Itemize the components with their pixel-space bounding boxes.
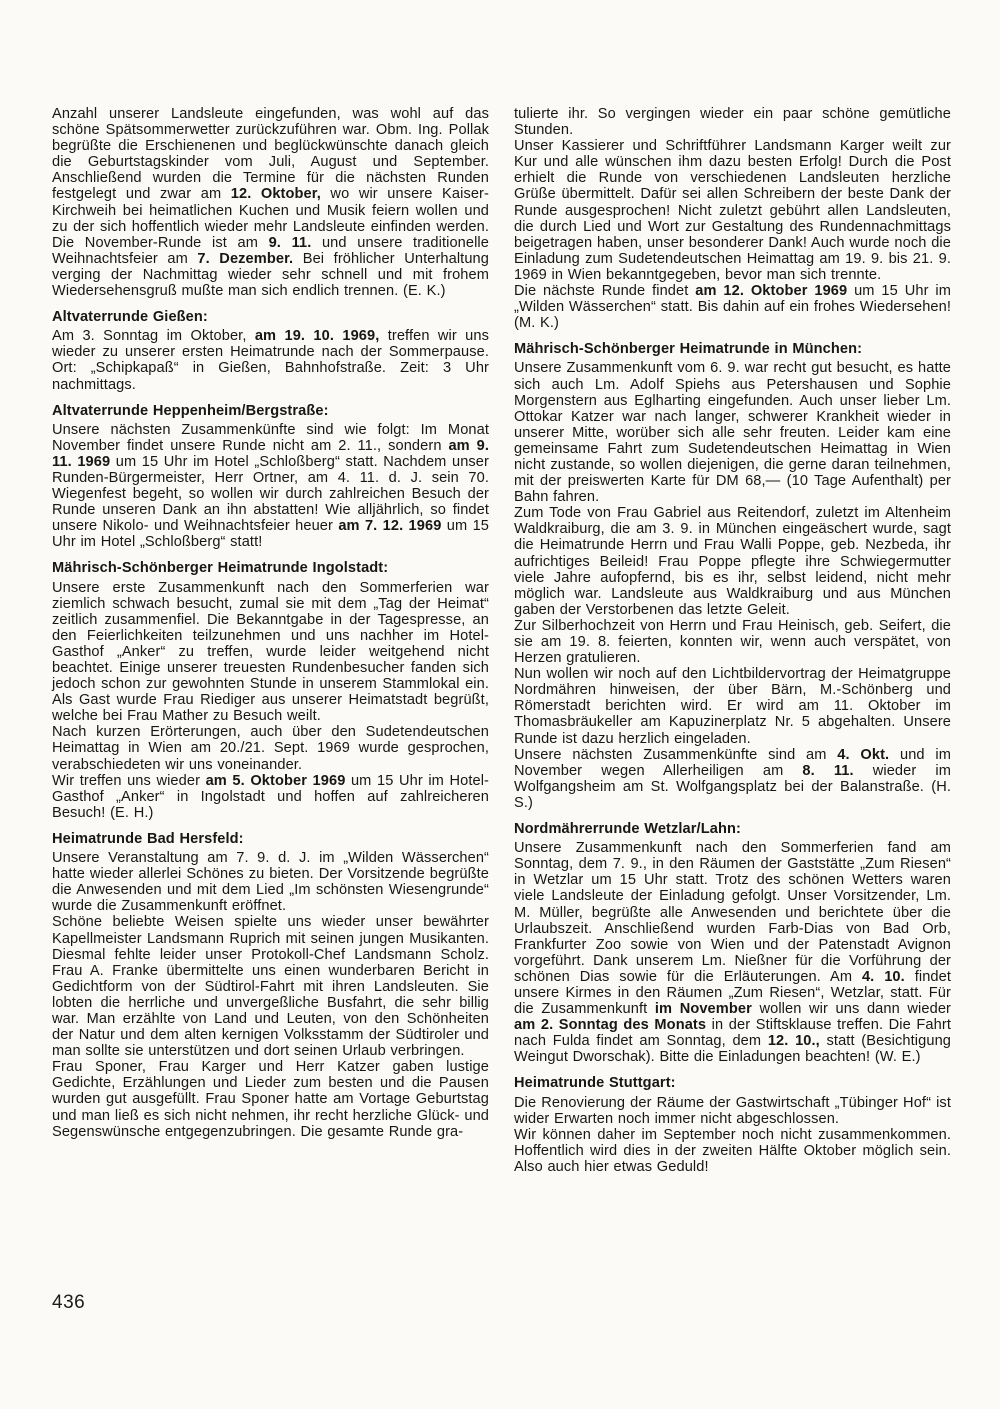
right-column [514,106,951,1175]
text-segment: Die Renovierung der Räume der Gastwirtschaft „Tübinger Hof“ ist wider Erwarten noch immer nicht abgeschlossen. [514,1094,951,1127]
paragraph [514,360,951,505]
paragraph [52,724,489,772]
text-segment: um 15 Uhr im „Wilden Wässerchen“ statt. Bis dahin auf ein frohes Wiedersehen! (M. K.) [514,283,951,332]
paragraph [514,840,951,1065]
text-segment: Unsere Zusammenkunft vom 6. 9. war recht gut besucht, es hatte sich auch Lm. Adolf Spiehs aus Petershausen und Sophie Morgenstern aus Eglharting eingefunden. Auch unser lieber Lm. Ottokar Katzer war nach langer, schwerer Krankheit wieder in unserer Mitte, worüber sich alle sehr freuten. Leider kam eine gemeinsame Fahrt zum Sudetendeutschen Heimattag in Wien nicht zustande, so wollen diejenigen, die gerne daran teilnehmen, mit der preiswerten Karte für DM 68,— (10 Tage Aufenthalt) per Bahn fahren. [514,360,951,506]
left-column [52,106,489,1175]
section-heading: Mährisch-Schönberger Heimatrunde Ingolstadt: [52,560,389,577]
section-heading: Nordmährerrunde Wetzlar/Lahn: [514,821,741,838]
paragraph [514,747,951,811]
paragraph [52,106,489,299]
bold-text-segment: 4. 10. [861,968,905,985]
text-segment: Unsere Zusammenkunft nach den Sommerferien fand am Sonntag, dem 7. 9., in den Räumen der Gaststätte „Zum Riesen“ in Wetzlar um 15 Uhr statt. Trotz des schönen Wetters waren viele Landsleute der Einladung gefolgt. Unser Vorsitzender, Lm. M. Müller, begrüßte alle Anwesenden und berichtete über die Urlaubszeit. Anschließend wurden Farb-Dias von Bad Orb, Frankfurter Zoo sowie von Wien und der Patenstadt Avignon vorgeführt. Dank unserem Lm. Nießner für die Vorführung der schönen Dias sowie für die Erläuterungen. Am [514,840,951,985]
bold-text-segment: am 12. Oktober 1969 [695,283,848,300]
text-segment: wieder im Wolfgangsheim am St. Wolfgangsplatz bei der Balanstraße. (H. S.) [514,762,952,811]
paragraph [514,1095,951,1127]
text-segment: Bei fröhlicher Unterhaltung verging der Nachmittag wieder sehr schnell und mit frohem Wiedersehensgruß mußte man sich endlich trennen. (E. K.) [52,250,489,300]
text-segment: Frau Sponer, Frau Karger und Herr Katzer gaben lustige Gedichte, Erzählungen und Lieder zum besten und die Pausen wurden gut ausgefüllt. Frau Sponer hatte am Vortage Geburtstag und man ließ es sich nicht nehmen, ihr recht herzliche Glück- und Segenswünsche entgegenzubringen. Die gesamte Runde gra- [52,1059,489,1140]
paragraph [514,283,951,331]
paragraph [514,1127,951,1175]
text-segment: tulierte ihr. So vergingen wieder ein paar schöne gemütliche Stunden. [514,106,951,139]
section-heading: Altvaterrunde Gießen: [52,309,208,326]
text-segment: Anzahl unserer Landsleute eingefunden, was wohl auf das schöne Spätsommerwetter zurückzuführen war. Obm. Ing. Pollak begrüßte die Erschienenen und beglückwünschte danach gleich die Geburtstagskinder vom Juli, August und September. Anschließend wurden die Termine für die nächsten Runden festgelegt und zwar am [52,106,489,203]
text-segment: Nach kurzen Erörterungen, auch über den Sudetendeutschen Heimattag in Wien am 20./21. Sept. 1969 wurde gesprochen, verabschiedeten wir uns voneinander. [52,724,489,773]
bold-text-segment: 4. Okt. [837,746,890,763]
bold-text-segment: 7. Dezember. [197,250,294,267]
paragraph [514,138,951,283]
text-segment: Unser Kassierer und Schriftführer Landsmann Karger weilt zur Kur und alle wünschen ihm dazu besten Erfolg! Durch die Post erhielt die Runde von verschiedenen Landsleuten herzliche Grüße übermittelt. Dafür sei allen Schreibern der beste Dank der Runde ausgesprochen! Nicht zuletzt gebührt allen Landsleuten, die durch Lied und Wort zur Gestaltung des Rundennachmittags beigetragen haben, unser besonderer Dank! Auch wurde noch die Einladung zum Sudetendeutschen Heimattag am 19. 9. bis 21. 9. 1969 in Wien bekanntgegeben, bevor man sich trennte. [514,138,951,283]
bold-text-segment: 8. 11. [802,762,854,779]
paragraph [514,505,951,618]
bold-text-segment: im November [654,1001,752,1018]
text-segment: treffen wir uns wieder zu unserer ersten Heimatrunde nach der Sommerpause. Ort: „Schipkapaß“ in Gießen, Bahnhofstraße. Zeit: 3 Uhr nachmittags. [52,328,489,393]
paragraph [52,328,489,392]
text-segment: findet unsere Kirmes in den Räumen „Zum Riesen“, Wetzlar, statt. Für die Zusammenkunft [514,968,951,1018]
text-segment: um 15 Uhr im Hotel „Schloßberg“ statt! [52,518,489,551]
paragraph [514,666,951,746]
text-segment: Unsere nächsten Zusammenkünfte sind wie folgt: Im Monat November findet unsere Runde nicht am 2. 11., sondern [52,421,489,454]
text-segment: wollen wir uns dann wieder [751,1001,951,1018]
text-segment: um 15 Uhr im Hotel-Gasthof „Anker“ in Ingolstadt und hoffen auf zahlreicheren Besuch! (E. H.) [52,772,489,821]
text-segment: Wir können daher im September noch nicht zusammenkommen. Hoffentlich wird dies in der zweiten Hälfte Oktober möglich sein. Also auch hier etwas Geduld! [514,1126,951,1175]
section-heading: Heimatrunde Bad Hersfeld: [52,830,244,847]
bold-text-segment: am 7. 12. 1969 [338,518,442,535]
paragraph [52,1059,489,1139]
text-segment: Schöne beliebte Weisen spielte uns wieder unser bewährter Kapellmeister Landsmann Ruprich mit seinen jungen Musikanten. Diesmal fehlte leider unser Protokoll-Chef Landsmann Scholz. Frau A. Franke übermittelte uns einen wunderbaren Bericht in Gedichtform von der Südtirol-Fahrt mit ihren Landsleuten. Sie lobten die herrliche und unvergeßliche Busfahrt, die sehr billig war. Man erzählte von Land und Leuten, von den Schönheiten der Natur und dem alten kernigen Volksstamm der Südtiroler und man sollte sie unterstützen und dort seinen Urlaub verbringen. [52,914,489,1060]
text-segment: statt (Besichtigung Weingut Dworschak). Bitte die Einladungen beachten! (W. E.) [514,1033,952,1066]
page-number: 436 [52,1292,86,1313]
text-segment: Am 3. Sonntag im Oktober, [52,328,255,345]
bold-text-segment: 12. Oktober, [230,186,321,203]
text-segment: Nun wollen wir noch auf den Lichtbildervortrag der Heimatgruppe Nordmähren hinweisen, der über Bärn, M.-Schönberg und Römerstadt berichten wird. Er wird am 11. Oktober im Thomasbräukeller am Kapuzinerplatz Nr. 5 abgehalten. Unsere Runde ist dazu herzlich eingeladen. [514,666,951,747]
text-segment: Zum Tode von Frau Gabriel aus Reitendorf, zuletzt im Altenheim Waldkraiburg, die am 3. 9. in München eingeäschert wurde, sagt die Heimatrunde Herrn und Frau Walli Poppe, geb. Nezbeda, ihr aufrichtiges Beileid! Frau Poppe pflegte ihre Schwiegermutter viele Jahre aufopfernd, bis es ihr, selbst leidend, nicht mehr möglich war. Landsleute aus Waldkraiburg und aus München gaben der Verstorbenen das letzte Geleit. [514,505,951,618]
text-segment: wo wir unsere Kaiser-Kirchweih bei heimatlichen Kuchen und Musik feiern wollen und zu der sich hoffentlich wieder mehr Landsleute einfinden werden. Die November-Runde ist am [52,186,489,251]
bold-text-segment: 12. 10., [767,1033,820,1050]
text-segment: Zur Silberhochzeit von Herrn und Frau Heinisch, geb. Seifert, die sie am 19. 8. feierten, konnten wir, wenn auch verspätet, von Herzen gratulieren. [514,617,951,667]
text-segment: und im November wegen Allerheiligen am [514,746,951,779]
bold-text-segment: am 9. 11. 1969 [52,437,489,470]
paragraph [52,580,489,725]
bold-text-segment: am 2. Sonntag des Monats [514,1017,707,1034]
text-segment: und unsere traditionelle Weihnachtsfeier am [52,234,489,267]
paragraph [52,422,489,551]
section-heading: Heimatrunde Stuttgart: [514,1075,676,1092]
paragraph [52,850,489,914]
text-segment: Die nächste Runde findet [514,283,696,300]
paragraph [514,106,951,138]
text-segment: Unsere nächsten Zusammenkünfte sind am [514,746,838,763]
page-content [52,106,950,1175]
text-segment: um 15 Uhr im Hotel „Schloßberg“ statt. Nachdem unser Runden-Bürgermeister, Herr Ortner, am 4. 11. d. J. sein 70. Wiegenfest begeht, so wollen wir durch zahlreichen Besuch der Runde unseren Dank an ihn abstatten! Wie alljährlich, so findet unsere Nikolo- und Weihnachtsfeier heuer [52,453,489,535]
section-heading: Altvaterrunde Heppenheim/Bergstraße: [52,402,329,419]
text-segment: Wir treffen uns wieder [52,772,206,789]
text-segment: in der Stiftsklause treffen. Die Fahrt nach Fulda findet am Sonntag, dem [514,1017,951,1050]
paragraph [52,773,489,821]
paragraph [514,618,951,666]
bold-text-segment: 9. 11. [268,234,312,251]
bold-text-segment: am 5. Oktober 1969 [205,772,346,789]
paragraph [52,914,489,1059]
text-segment: Unsere Veranstaltung am 7. 9. d. J. im „Wilden Wässerchen“ hatte wieder allerlei Schönes zu bieten. Der Vorsitzende begrüßte die Anwesenden und mit dem Lied „Im schönsten Wiesengrunde“ wurde die Zusammenkunft eröffnet. [52,850,489,915]
bold-text-segment: am 19. 10. 1969, [254,328,380,345]
text-segment: Unsere erste Zusammenkunft nach den Sommerferien war ziemlich schwach besucht, zumal sie mit dem „Tag der Heimat“ zeitlich zusammenfiel. Die Bekanntgabe in der Tagespresse, an den Feierlichkeiten teilzunehmen und uns nachher im Hotel-Gasthof „Anker“ zu treffen, wurde leider weitgehend nicht beachtet. Einige unserer treuesten Rundenbesucher fanden sich jedoch schon zur gewohnten Stunde in unserem Stammlokal ein. Als Gast wurde Frau Riediger aus unserer Heimatstadt begrüßt, welche bei Frau Mather zu Besuch weilt. [52,579,489,725]
section-heading: Mährisch-Schönberger Heimatrunde in München: [514,341,863,358]
